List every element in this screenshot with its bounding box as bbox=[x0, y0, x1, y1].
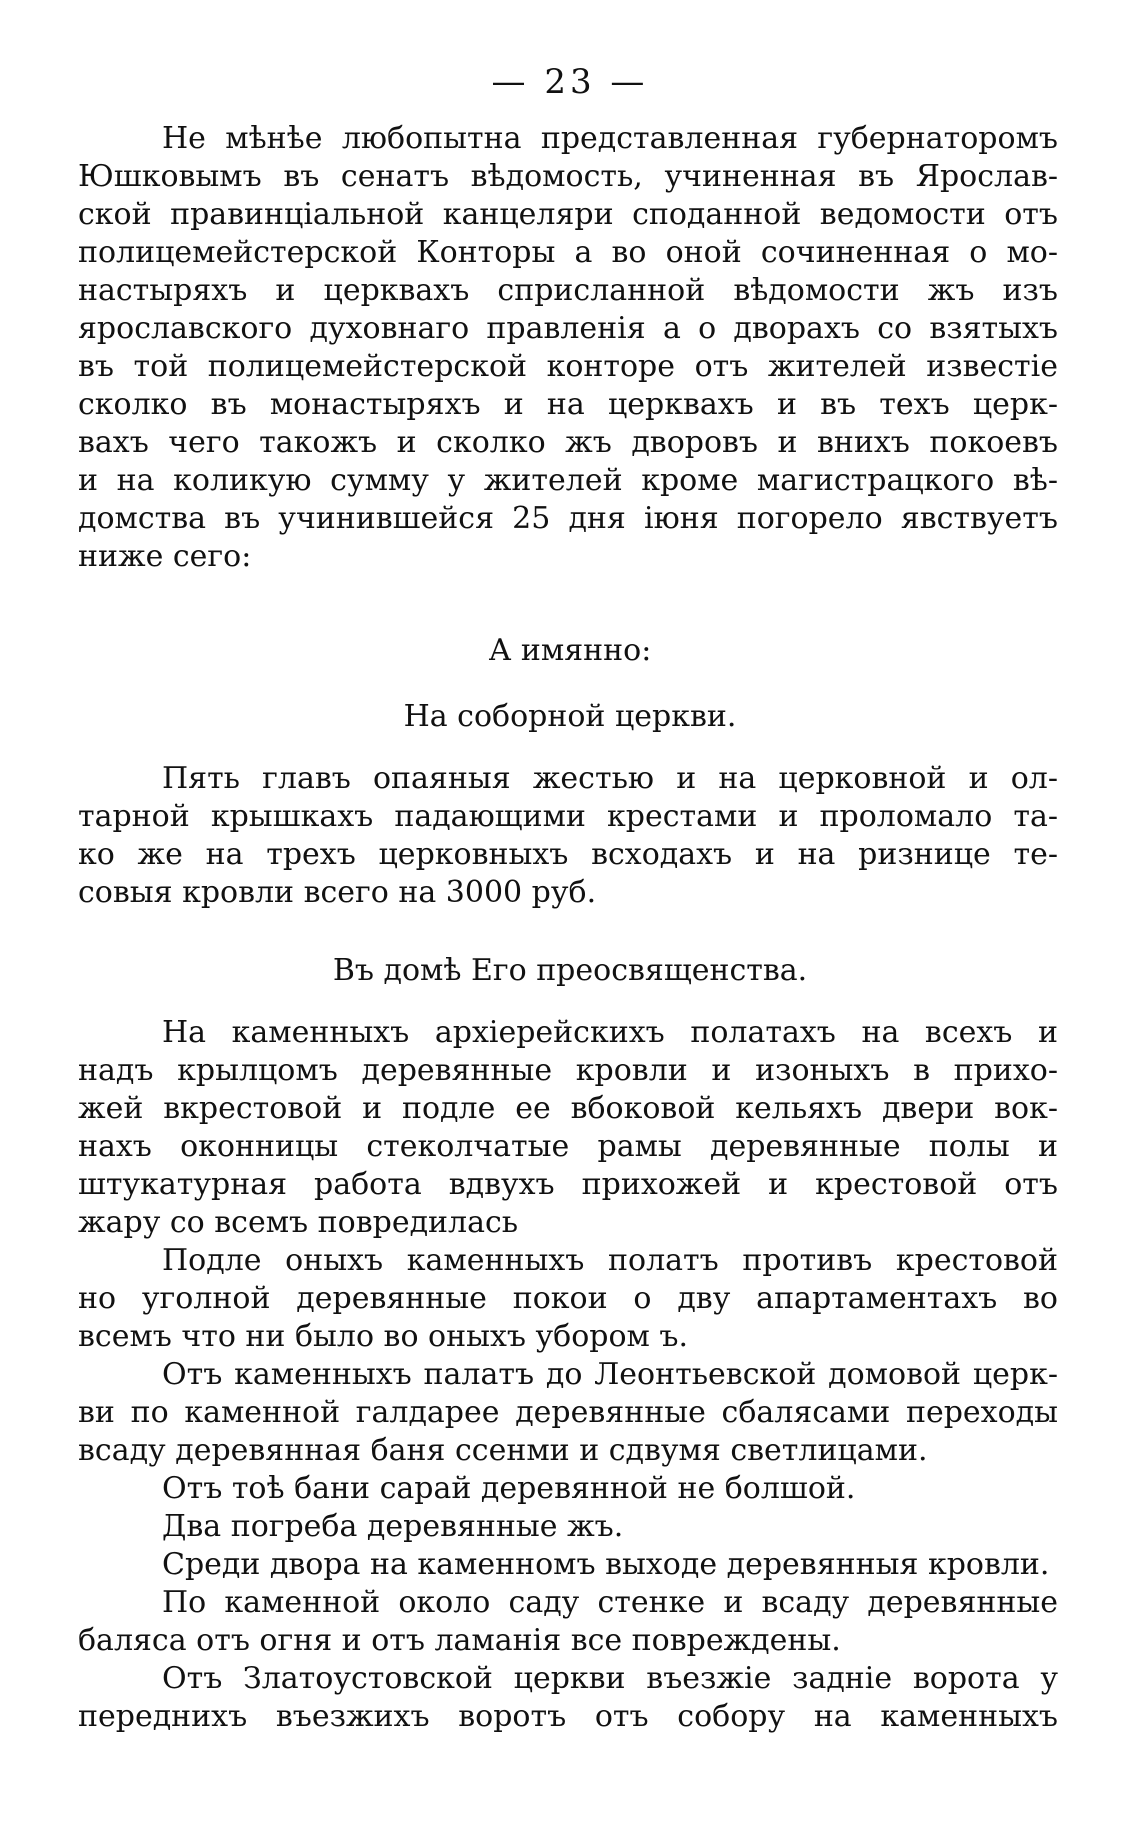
dom-paragraph-2 bbox=[78, 1242, 1058, 1356]
text-line: Отъ Златоустовской церкви въезжіе задніе ворота у bbox=[162, 1661, 1058, 1696]
text-line: ви по каменной галдарее деревянные сбалясами переходы bbox=[78, 1395, 1058, 1430]
text-line: На каменныхъ архіерейскихъ полатахъ на всехъ и bbox=[162, 1015, 1058, 1050]
intro-paragraph bbox=[78, 120, 1058, 576]
text-line: Юшковымъ въ сенатъ вѣдомость, учиненная въ Ярослав- bbox=[78, 159, 1058, 194]
text-line: По каменной около саду стенке и всаду деревянные bbox=[162, 1585, 1058, 1620]
text-line: тарной крышкахъ падающими крестами и проломало та- bbox=[78, 799, 1058, 834]
text-line: домства въ учинившейся 25 дня іюня погорело явствуетъ bbox=[78, 501, 1058, 536]
text-line: переднихъ въезжихъ воротъ отъ собору на каменныхъ bbox=[78, 1699, 1058, 1734]
text-line: Отъ каменныхъ палатъ до Леонтьевской домовой церк- bbox=[162, 1357, 1058, 1392]
text-line: Не мѣнѣе любопытна представленная губернаторомъ bbox=[162, 121, 1058, 156]
text-line: надъ крылцомъ деревянные кровли и изоныхъ в прихо- bbox=[78, 1053, 1058, 1088]
section-heading-dom: Въ домѣ Его преосвященства. bbox=[332, 953, 808, 988]
text-line: всаду деревянная баня ссенми и сдвумя светлицами. bbox=[78, 1433, 928, 1468]
text-line: сколко въ монастыряхъ и на церквахъ и въ техъ церк- bbox=[78, 387, 1058, 422]
text-line: ко же на трехъ церковныхъ всходахъ и на ризнице те- bbox=[78, 837, 1058, 872]
dom-paragraph-4 bbox=[78, 1470, 1058, 1508]
section-heading-sobor: На соборной церкви. bbox=[403, 699, 737, 734]
text-line: и на коликую сумму у жителей кроме магистрацкого вѣ- bbox=[78, 463, 1058, 498]
dom-paragraph-3 bbox=[78, 1356, 1058, 1470]
text-line: но уголной деревянные покои о дву апартаментахъ во bbox=[78, 1281, 1058, 1316]
text-line: жей вкрестовой и подле ее вбоковой кельяхъ двери вок- bbox=[78, 1091, 1058, 1126]
text-line: жару со всемъ повредилась bbox=[78, 1205, 519, 1240]
text-line: штукатурная работа вдвухъ прихожей и крестовой отъ bbox=[78, 1167, 1058, 1202]
text-line: всемъ что ни было во оныхъ убором ъ. bbox=[78, 1319, 689, 1354]
page-number: — 23 — bbox=[491, 62, 649, 102]
text-line: баляса отъ огня и отъ ламанія все повреждены. bbox=[78, 1623, 841, 1658]
text-line: ярославского духовнаго правленія а о дворахъ со взятыхъ bbox=[78, 311, 1058, 346]
dom-paragraph-1 bbox=[78, 1014, 1058, 1242]
sobor-paragraph bbox=[78, 760, 1058, 912]
text-line: полицемейстерской Конторы а во оной сочиненная о мо- bbox=[78, 235, 1058, 270]
text-line: совыя кровли всего на 3000 руб. bbox=[78, 875, 597, 910]
text-line: ниже сего: bbox=[78, 539, 252, 574]
text-line: Подле оныхъ каменныхъ полатъ противъ крестовой bbox=[162, 1243, 1058, 1278]
text-line: въ той полицемейстерской конторе отъ жителей известіе bbox=[78, 349, 1058, 384]
text-line: вахъ чего такожъ и сколко жъ дворовъ и вниxъ покоевъ bbox=[78, 425, 1058, 460]
text-line: Два погреба деревянные жъ. bbox=[162, 1509, 624, 1544]
text-line: Пять главъ опаяныя жестью и на церковной и ол- bbox=[162, 761, 1058, 796]
dom-paragraph-6 bbox=[78, 1546, 1058, 1584]
text-line: нахъ оконницы стеколчатые рамы деревянные полы и bbox=[78, 1129, 1058, 1164]
dom-paragraph-5 bbox=[78, 1508, 1058, 1546]
dom-paragraph-8 bbox=[78, 1660, 1058, 1736]
section-heading-a-imyanno: А имянно: bbox=[488, 633, 652, 668]
dom-paragraph-7 bbox=[78, 1584, 1058, 1660]
text-line: настыряхъ и церквахъ сприсланной вѣдомости жъ изъ bbox=[78, 273, 1058, 308]
text-line: Среди двора на каменномъ выходе деревянныя кровли. bbox=[162, 1547, 1050, 1582]
text-line: Отъ тоѣ бани сарай деревянной не болшой. bbox=[162, 1471, 856, 1506]
text-line: ской правинціальной канцеляри споданной ведомости отъ bbox=[78, 197, 1058, 232]
